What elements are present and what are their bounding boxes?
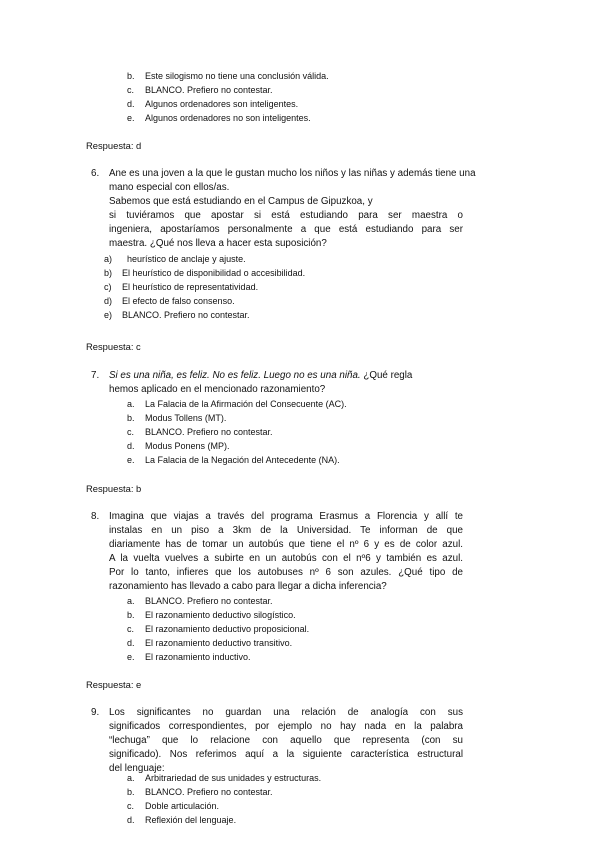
q9-option-d: d. Reflexión del lenguaje. — [127, 815, 237, 825]
q7-option-b: b. Modus Tollens (MT). — [127, 413, 227, 423]
q7-number: 7. — [91, 370, 100, 381]
q8-option-b: b. El razonamiento deductivo silogístico. — [127, 610, 296, 620]
q9-option-a: a. Arbitrariedad de sus unidades y estructuras. — [127, 773, 322, 783]
q6-line-5: ingeniera, apostaríamos personalmente a que está estudiando para ser — [109, 224, 463, 235]
q6-option-b: b) El heurístico de disponibilidad o accesibilidad. — [104, 268, 306, 278]
q6-line-3: Sabemos que está estudiando en el Campus de Gipuzkoa, y — [109, 196, 373, 207]
q6-line-6: maestra. ¿Qué nos lleva a hacer esta suposición? — [109, 238, 327, 249]
q9-option-c: c. Doble articulación. — [127, 801, 220, 811]
q5-option-c: c. BLANCO. Prefiero no contestar. — [127, 85, 273, 95]
q8-number: 8. — [91, 511, 100, 522]
q7-option-e: e. La Falacia de la Negación del Antecedente (NA). — [127, 455, 340, 465]
q9-line-2: significados correspondientes, por ejemplo no hay nada en la palabra — [109, 721, 463, 732]
q7-option-c: c. BLANCO. Prefiero no contestar. — [127, 427, 273, 437]
q9-option-b: b. BLANCO. Prefiero no contestar. — [127, 787, 273, 797]
q6-line-1: Ane es una joven a la que le gustan mucho los niños y las niñas y además tiene una — [109, 168, 476, 179]
q6-option-a: a) heurístico de anclaje y ajuste. — [104, 254, 246, 264]
q6-option-c: c) El heurístico de representatividad. — [104, 282, 259, 292]
q8-line-3: diariamente has de tomar un autobús que tiene el nº 6 y es de color azul. — [109, 539, 463, 550]
q8-option-a: a. BLANCO. Prefiero no contestar. — [127, 596, 273, 606]
q9-line-3: “lechuga” que lo relacione con aquello que representa (con su — [109, 735, 463, 746]
q8-line-1: Imagina que viajas a través del programa Erasmus a Florencia y allí te — [109, 511, 463, 522]
q5-option-d: d. Algunos ordenadores son inteligentes. — [127, 99, 299, 109]
q9-line-4: significado). Nos referimos aquí a la siguiente característica estructural — [109, 749, 463, 760]
answer-5: Respuesta: d — [86, 140, 142, 151]
q8-line-2: instalas en un piso a 3km de la Universidad. Te informan de que — [109, 525, 463, 536]
q6-number: 6. — [91, 168, 100, 179]
q9-line-1: Los significantes no guardan una relación de analogía con sus — [109, 707, 463, 718]
q7-line-1: Si es una niña, es feliz. No es feliz. Luego no es una niña. ¿Qué regla — [109, 370, 413, 381]
q8-line-6: razonamiento has llevado a cabo para llegar a dicha inferencia? — [109, 581, 387, 592]
q8-option-e: e. El razonamiento inductivo. — [127, 652, 251, 662]
q8-option-d: d. El razonamiento deductivo transitivo. — [127, 638, 293, 648]
q5-option-e: e. Algunos ordenadores no son inteligentes. — [127, 113, 311, 123]
q7-line-2: hemos aplicado en el mencionado razonamiento? — [109, 384, 326, 395]
answer-8: Respuesta: e — [86, 679, 142, 690]
q6-line-2: mano especial con ellos/as. — [109, 182, 230, 193]
q6-option-e: e) BLANCO. Prefiero no contestar. — [104, 310, 250, 320]
q7-option-d: d. Modus Ponens (MP). — [127, 441, 230, 451]
q6-option-d: d) El efecto de falso consenso. — [104, 296, 235, 306]
q8-line-5: Por lo tanto, infieres que los autobuses nº 6 son azules. ¿Qué tipo de — [109, 567, 463, 578]
answer-6: Respuesta: c — [86, 341, 141, 352]
q6-line-4: si tuviéramos que apostar si está estudiando para ser maestra o — [109, 210, 463, 221]
q8-option-c: c. El razonamiento deductivo proposicional. — [127, 624, 310, 634]
answer-7: Respuesta: b — [86, 483, 142, 494]
q5-option-b: b. Este silogismo no tiene una conclusión válida. — [127, 71, 329, 81]
q8-line-4: A la vuelta vuelves a subirte en un autobús con el nº6 y también es azul. — [109, 553, 463, 564]
q7-syllogism: Si es una niña, es feliz. No es feliz. Luego no es una niña. — [109, 370, 361, 381]
q9-number: 9. — [91, 707, 100, 718]
q7-option-a: a. La Falacia de la Afirmación del Consecuente (AC). — [127, 399, 347, 409]
q9-line-5: del lenguaje: — [109, 763, 165, 774]
